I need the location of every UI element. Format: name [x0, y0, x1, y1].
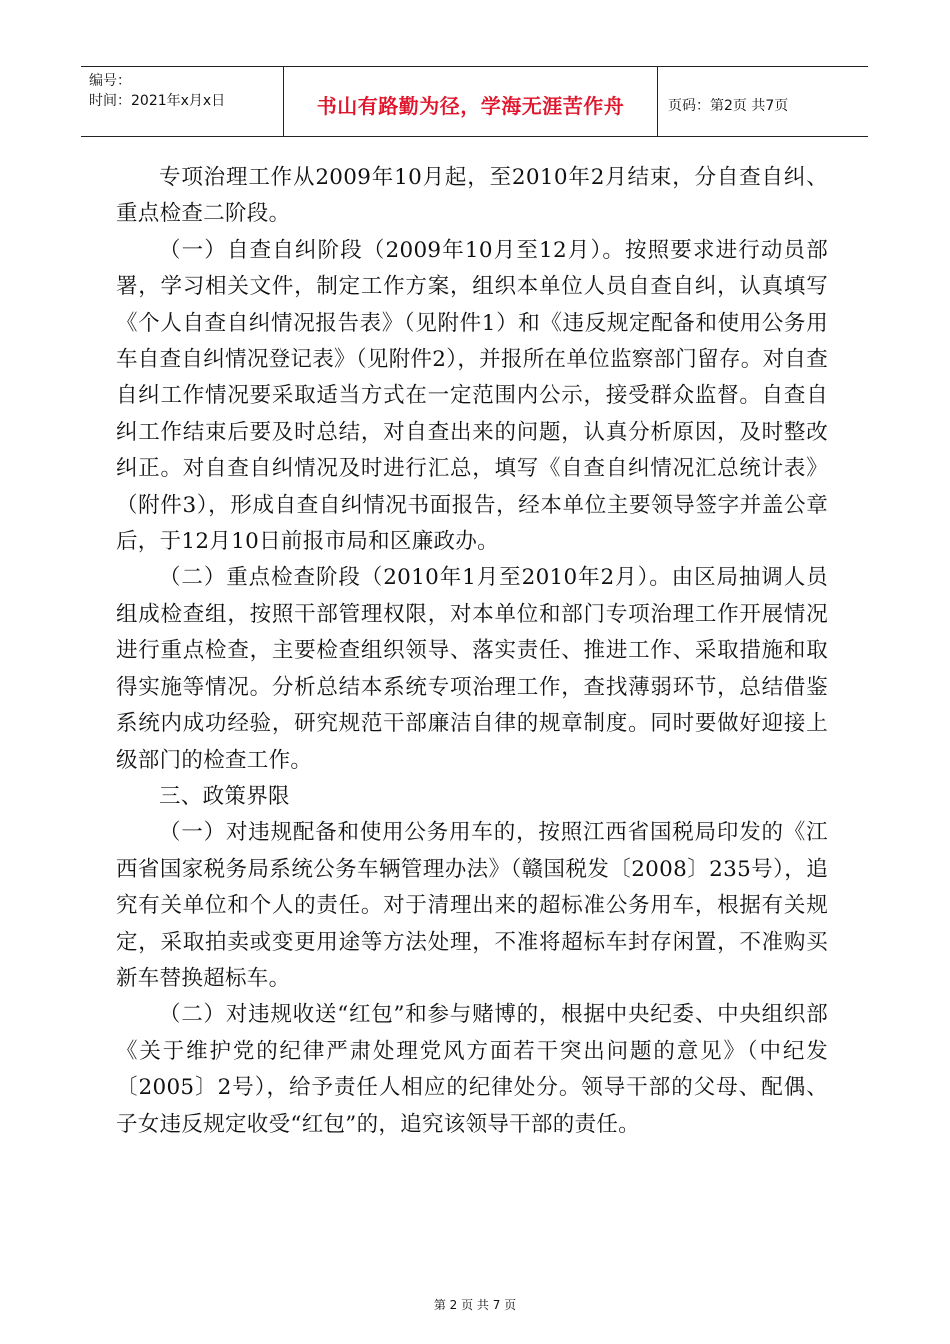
- paragraph-red-envelope-policy: （二）对违规收送“红包”和参与赌博的，根据中央纪委、中央组织部《关于维护党的纪律严肃处理党风方面若干突出问题的意见》（中纪发〔2005〕2号），给予责任人相应的纪律处分。领导干部的父母、配偶、子女违反规定收受“红包”的，追究该领导干部的责任。: [116, 1002, 828, 1137]
- paragraph-vehicle-policy: （一）对违规配备和使用公务用车的，按照江西省国税局印发的《江西省国家税务局系统公务车辆管理办法》（赣国税发〔2008〕235号），追究有关单位和个人的责任。对于清理出来的超标准公务用车，根据有关规定，采取拍卖或变更用途等方法处理，不准将超标车封存闲置，不准购买新车替换超标车。: [116, 820, 828, 991]
- page-header: [81, 66, 868, 137]
- time-label: 时间：2021年x月x日: [89, 93, 226, 109]
- paragraph-key-inspection: （二）重点检查阶段（2010年1月至2010年2月）。由区局抽调人员组成检查组，按照干部管理权限，对本单位和部门专项治理工作开展情况进行重点检查，主要检查组织领导、落实责任、推进工作、采取措施和取得实施等情况。分析总结本系统专项治理工作，查找薄弱环节，总结借鉴系统内成功经验，研究规范干部廉洁自律的规章制度。同时要做好迎接上级部门的检查工作。: [116, 565, 828, 773]
- paragraph-schedule: 专项治理工作从2009年10月起，至2010年2月结束，分自查自纠、重点检查二阶段。: [116, 165, 828, 227]
- code-label: 编号：: [89, 73, 131, 89]
- header-motto: 书山有路勤为径，学海无涯苦作舟: [284, 67, 658, 136]
- header-page-label: 页码：第2页 共7页: [668, 97, 789, 114]
- header-meta: [81, 67, 284, 136]
- paragraph-self-check: （一）自查自纠阶段（2009年10月至12月）。按照要求进行动员部署，学习相关文件，制定工作方案，组织本单位人员自查自纠，认真填写《个人自查自纠情况报告表》（见附件1）和《违反规定配备和使用公务用车自查自纠情况登记表》（见附件2），并报所在单位监察部门留存。对自查自纠工作情况要采取适当方式在一定范围内公示，接受群众监督。自查自纠工作结束后要及时总结，对自查出来的问题，认真分析原因，及时整改纠正。对自查自纠情况及时进行汇总，填写《自查自纠情况汇总统计表》（附件3），形成自查自纠情况书面报告，经本单位主要领导签字并盖公章后，于12月10日前报市局和区廉政办。: [116, 237, 828, 555]
- document-body: [116, 160, 828, 1143]
- page-footer: 第 2 页 共 7 页: [433, 1298, 517, 1312]
- section-heading-policy: 三、政策界限: [159, 783, 290, 809]
